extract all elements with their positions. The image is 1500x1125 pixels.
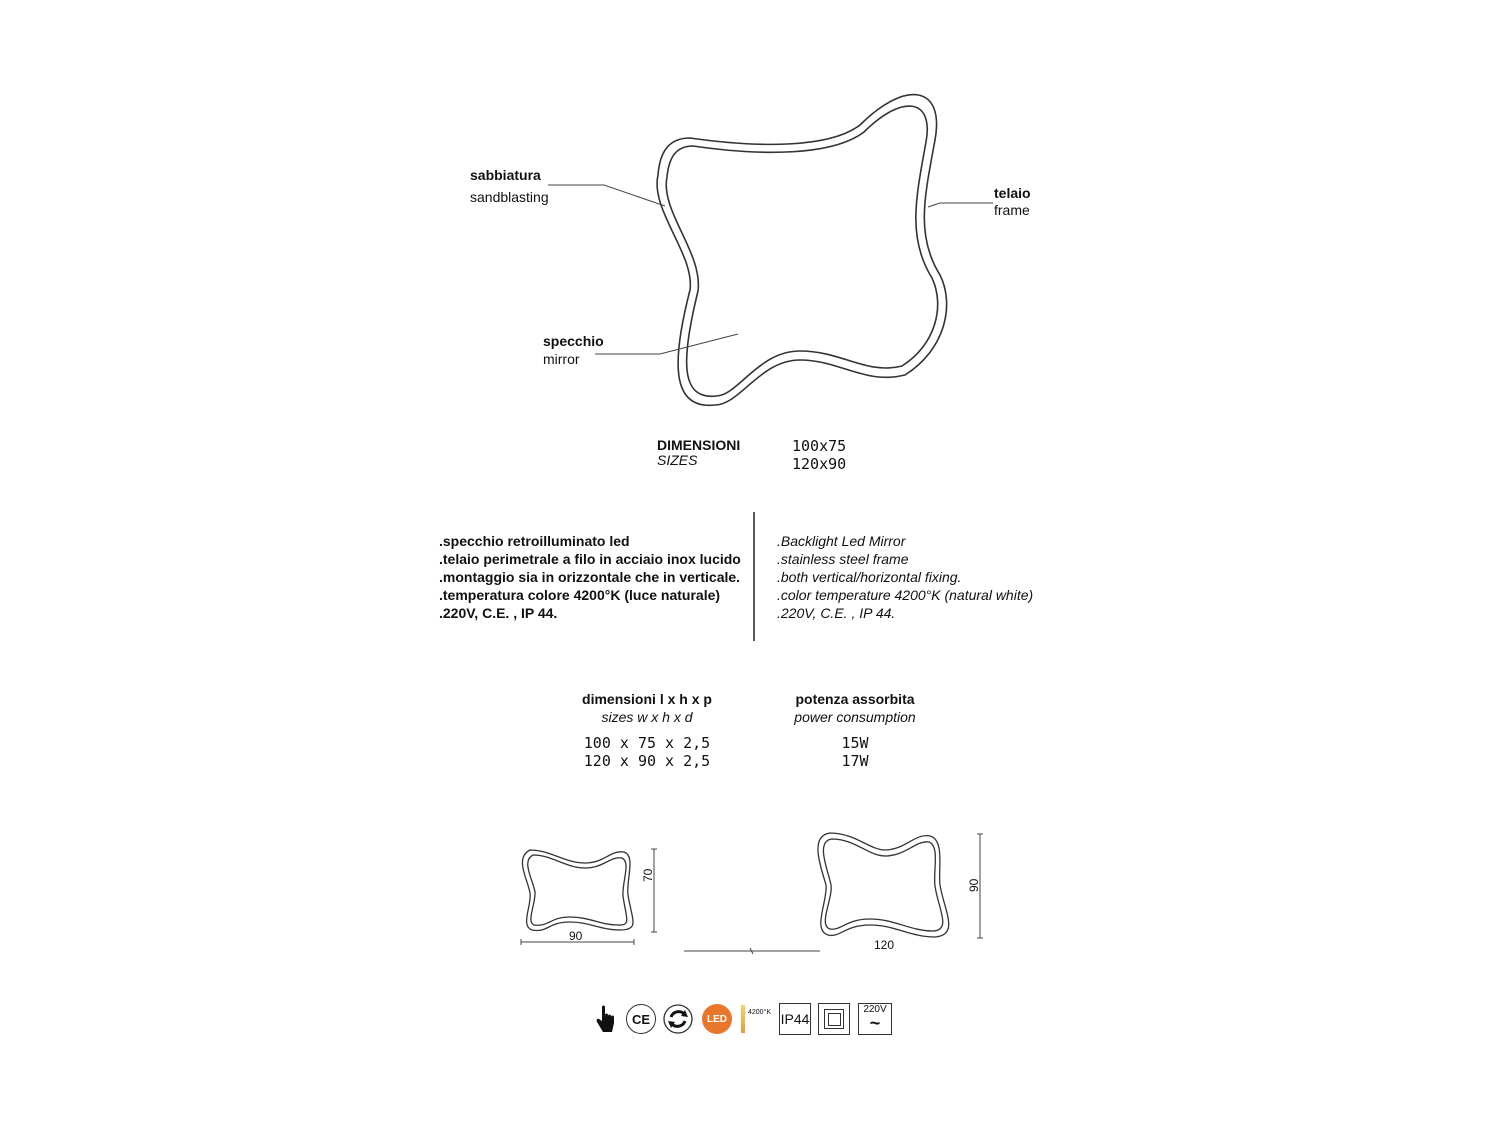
large-width-label: 120 [874, 938, 895, 952]
sandblasting-label-it: sabbiatura [470, 167, 541, 183]
dimensions-column [567, 690, 727, 770]
frame-label-en: frame [994, 202, 1030, 218]
frame-label-it: telaio [994, 185, 1031, 201]
feature-en-item: .Backlight Led Mirror [777, 533, 906, 549]
ce-mark-icon: CE [625, 1003, 657, 1035]
sandblasting-callout [470, 166, 549, 206]
sizes-title [657, 438, 740, 468]
sandblasting-label-en: sandblasting [470, 189, 549, 205]
mirror-frame-inner [666, 106, 937, 396]
feature-it-item: .telaio perimetrale a filo in acciaio inox lucido [439, 551, 741, 567]
power-value: 17W [841, 752, 869, 770]
small-drawing [522, 850, 633, 931]
power-header-it: potenza assorbita [795, 691, 915, 707]
dimensions-header-it: dimensioni l x h x p [582, 691, 712, 707]
feature-it-item: .temperatura colore 4200°K (luce naturale) [439, 587, 721, 603]
feature-en-item: .220V, C.E. , IP 44. [777, 605, 896, 621]
frame-callout [994, 185, 1031, 219]
color-temperature-icon: 4200°K [741, 1003, 775, 1035]
ip44-icon: IP44 [779, 1003, 811, 1035]
dimensions-header-en: sizes w x h x d [601, 709, 693, 725]
rotate-icon [662, 1003, 694, 1035]
feature-it-item: .montaggio sia in orizzontale che in verticale. [439, 569, 741, 585]
dimensions-value: 100 x 75 x 2,5 [583, 734, 711, 752]
sizes-values [792, 437, 846, 473]
sizes-title-en: SIZES [657, 452, 698, 468]
features-it-list [439, 532, 741, 622]
power-column [775, 690, 935, 770]
large-drawing [818, 833, 949, 937]
feature-it-item: .specchio retroilluminato led [439, 533, 630, 549]
led-icon: LED [701, 1003, 733, 1035]
size-value: 120x90 [792, 455, 847, 473]
features-en-list [777, 532, 1033, 622]
power-header-en: power consumption [794, 709, 916, 725]
mirror-callout [543, 332, 604, 368]
dimensions-value: 120 x 90 x 2,5 [583, 752, 711, 770]
feature-en-item: .both vertical/horizontal fixing. [777, 569, 962, 585]
feature-it-item: .220V, C.E. , IP 44. [439, 605, 558, 621]
touch-switch-icon [592, 1003, 618, 1035]
power-value: 15W [841, 734, 869, 752]
size-value: 100x75 [792, 437, 847, 455]
small-width-label: 90 [569, 929, 583, 943]
frame-leader [928, 203, 993, 207]
mirror-label-it: specchio [543, 333, 604, 349]
large-height-label: 90 [967, 878, 981, 892]
mirror-leader [595, 334, 738, 354]
feature-en-item: .color temperature 4200°K (natural white) [777, 587, 1034, 603]
small-height-label: 70 [641, 868, 655, 882]
voltage-icon: 220V ~ [858, 1003, 892, 1035]
sandblasting-leader [548, 185, 665, 206]
mirror-frame-outer [657, 95, 947, 406]
mirror-label-en: mirror [543, 351, 580, 367]
feature-en-item: .stainless steel frame [777, 551, 909, 567]
sizes-title-it: DIMENSIONI [657, 437, 741, 453]
double-insulation-icon [818, 1003, 850, 1035]
